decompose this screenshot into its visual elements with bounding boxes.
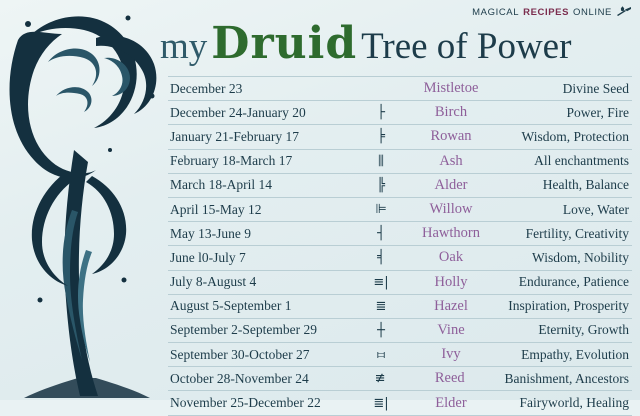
cell-tree: Vine <box>437 321 465 338</box>
ogham-symbol-icon: ≢ <box>374 371 386 387</box>
table-row <box>168 391 632 415</box>
cell-tree: Mistletoe <box>423 80 479 97</box>
cell-tree: Holly <box>434 273 468 290</box>
ogham-symbol-icon: ≣ <box>375 298 387 314</box>
page-title <box>160 18 571 69</box>
cell-meaning: Love, Water <box>562 201 629 217</box>
ogham-symbol-icon: ┼ <box>377 322 385 338</box>
cell-tree: Alder <box>434 176 468 193</box>
cell-tree: Ivy <box>441 346 461 363</box>
title-word-tree-of-power: Tree of Power <box>361 26 572 67</box>
brand-text-online: ONLINE <box>573 6 612 18</box>
cell-meaning: Power, Fire <box>566 104 629 120</box>
title-word-druid: Druid <box>211 18 358 69</box>
cell-tree: Oak <box>438 249 464 266</box>
cell-date: June l0-July 7 <box>170 249 246 265</box>
cell-meaning: Fairyworld, Healing <box>519 395 629 411</box>
brand-text-magical: MAGICAL <box>472 6 520 18</box>
witch-on-broom-icon <box>616 6 632 18</box>
table-row <box>168 76 632 101</box>
table-row <box>168 319 632 343</box>
cell-date: January 21-February 17 <box>170 128 299 144</box>
ogham-symbol-icon: ├ <box>377 105 385 121</box>
table-row <box>168 222 632 246</box>
cell-date: September 2-September 29 <box>170 322 317 338</box>
cell-meaning: Divine Seed <box>562 80 629 96</box>
cell-meaning: Fertility, Creativity <box>525 225 629 241</box>
cell-tree: Ash <box>439 152 463 169</box>
druid-tree-table <box>168 76 632 416</box>
cell-tree: Hazel <box>434 297 468 314</box>
table-row <box>168 150 632 174</box>
ogham-symbol-icon: ⫼ <box>378 153 384 169</box>
cell-date: December 24-January 20 <box>170 104 306 120</box>
cell-date: April 15-May 12 <box>170 201 262 217</box>
cell-meaning: Health, Balance <box>542 177 629 193</box>
ogham-symbol-icon: ╡ <box>377 250 385 266</box>
cell-tree: Birch <box>434 104 468 121</box>
cell-meaning: Eternity, Growth <box>538 322 629 338</box>
cell-date: October 28-November 24 <box>170 370 309 386</box>
table-row <box>168 246 632 270</box>
cell-tree: Reed <box>434 370 465 387</box>
ogham-symbol-icon: ≣| <box>373 395 389 411</box>
ogham-symbol-icon: ⧦ <box>376 347 386 363</box>
cell-date: July 8-August 4 <box>170 274 257 290</box>
cell-tree: Hawthorn <box>422 225 480 242</box>
ogham-symbol-icon: ⊫ <box>375 202 387 218</box>
table-row <box>168 198 632 222</box>
brand-text-recipes: RECIPES <box>523 6 570 18</box>
cell-meaning: Wisdom, Protection <box>521 128 629 144</box>
table-row <box>168 343 632 367</box>
table-row <box>168 174 632 198</box>
ogham-symbol-icon: ┤ <box>377 226 385 242</box>
cell-date: August 5-September 1 <box>170 298 292 314</box>
cell-date: November 25-December 22 <box>170 395 321 411</box>
cell-meaning: All enchantments <box>534 153 629 169</box>
table-row <box>168 125 632 149</box>
title-word-my: my <box>160 26 208 67</box>
ogham-symbol-icon: ╞ <box>377 129 385 145</box>
ogham-symbol-icon: ╠ <box>377 177 385 193</box>
cell-tree: Willow <box>429 201 473 218</box>
cell-meaning: Banishment, Ancestors <box>504 370 629 386</box>
brand-watermark <box>472 6 632 18</box>
cell-meaning: Wisdom, Nobility <box>532 249 629 265</box>
cell-meaning: Endurance, Patience <box>518 274 629 290</box>
cell-meaning: Inspiration, Prosperity <box>508 298 629 314</box>
table-row <box>168 367 632 391</box>
cell-date: December 23 <box>170 80 243 96</box>
cell-date: February 18-March 17 <box>170 153 293 169</box>
table-row <box>168 101 632 125</box>
cell-date: May 13-June 9 <box>170 225 251 241</box>
cell-tree: Elder <box>435 394 467 411</box>
cell-date: March 18-April 14 <box>170 177 272 193</box>
table-row <box>168 271 632 295</box>
cell-date: September 30-October 27 <box>170 346 310 362</box>
ogham-symbol-icon: ≡| <box>373 274 389 290</box>
celtic-tree-illustration <box>0 0 175 400</box>
cell-meaning: Empathy, Evolution <box>521 346 629 362</box>
cell-tree: Rowan <box>430 128 472 145</box>
table-row <box>168 295 632 319</box>
